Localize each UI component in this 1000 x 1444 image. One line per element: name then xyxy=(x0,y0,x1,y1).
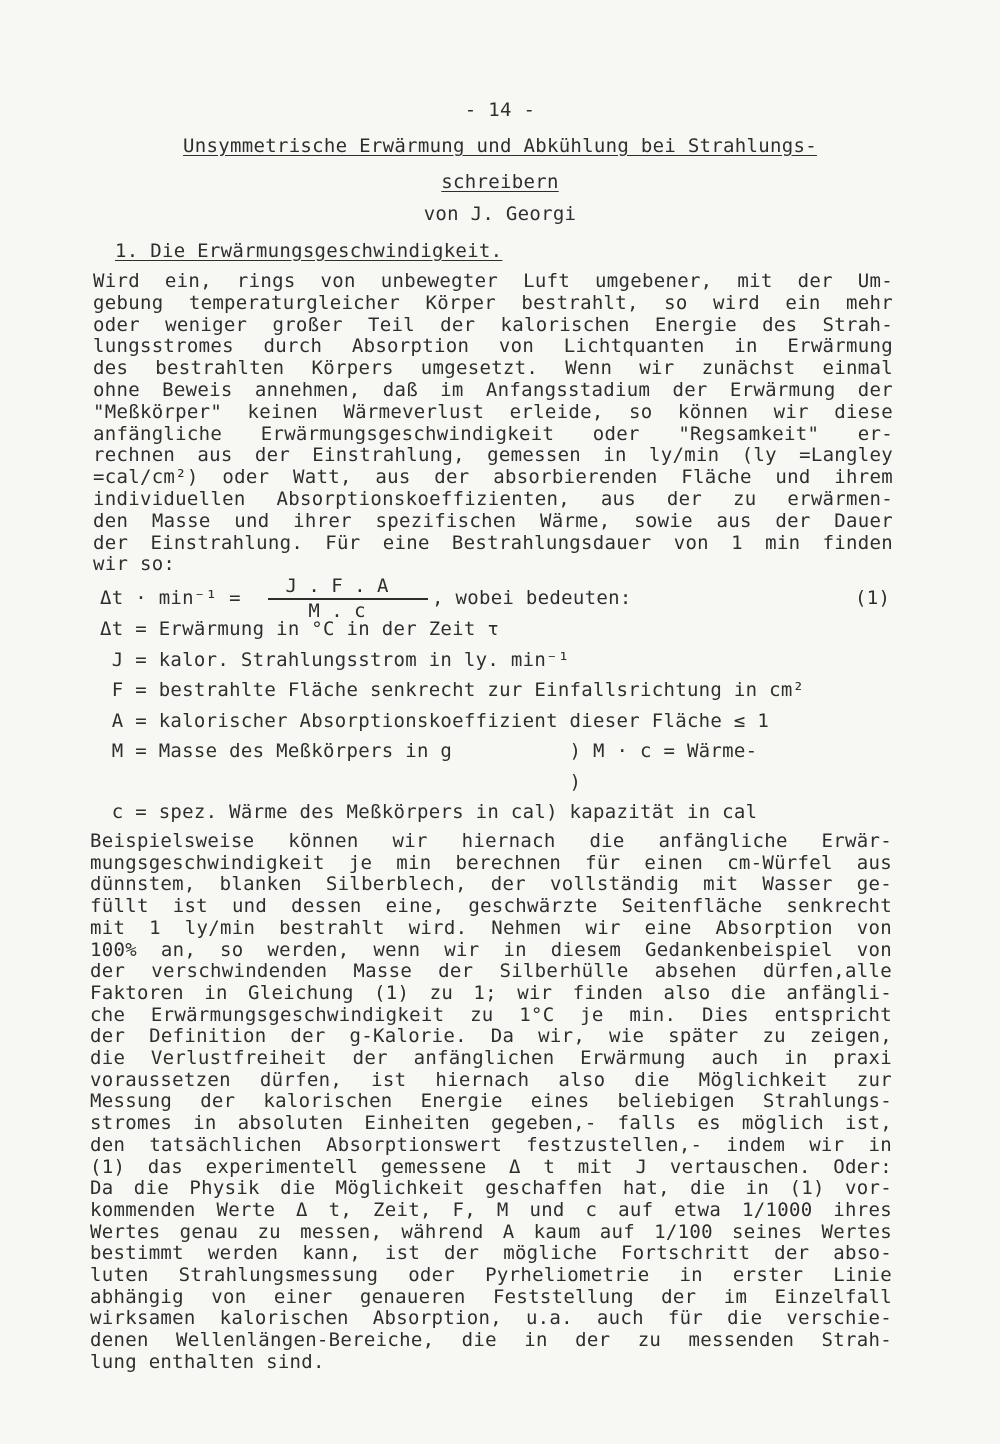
text-line: Da die Physik die Möglichkeit geschaffen hat, die in (1) vor- xyxy=(90,1177,892,1200)
text-line: lung enthalten sind. xyxy=(90,1350,325,1373)
definition-line: M = Masse des Meßkörpers in g ) M · c = Wärme- xyxy=(100,740,758,762)
text-line: =cal/cm²) oder Watt, aus der absorbierenden Fläche und ihrem xyxy=(93,466,893,489)
text-line: ohne Beweis annehmen, daß im Anfangsstadium der Erwärmung der xyxy=(93,379,893,401)
text-line: 100% an, so werden, wenn wir in diesem Gedankenbeispiel von xyxy=(90,938,892,961)
text-line: dünnstem, blanken Silberblech, der vollständig mit Wasser ge- xyxy=(90,873,892,896)
formula-number: (1) xyxy=(855,587,891,609)
text-line: den tatsächlichen Absorptionswert festzustellen,- indem wir in xyxy=(90,1133,892,1156)
text-line: füllt ist und dessen eine, geschwärzte Seitenfläche senkrecht xyxy=(90,895,892,918)
section-heading: 1. Die Erwärmungsgeschwindigkeit. xyxy=(115,240,503,262)
text-line: Faktoren in Gleichung (1) zu 1; wir finden also die anfängli- xyxy=(90,981,892,1004)
text-line: luten Strahlungsmessung oder Pyrheliometrie in erster Linie xyxy=(90,1264,892,1286)
formula-lhs: Δt · min⁻¹ = xyxy=(100,587,241,609)
formula-wobei: , wobei bedeuten: xyxy=(432,587,632,609)
definition-line: F = bestrahlte Fläche senkrecht zur Einfallsrichtung in cm² xyxy=(100,679,805,701)
text-line: die Verlustfreiheit der anfänglichen Erwärmung auch in praxi xyxy=(90,1047,892,1069)
title-line-2: schreibern xyxy=(441,171,559,193)
definition-line: J = kalor. Strahlungsstrom in ly. min⁻¹ xyxy=(100,648,570,671)
definition-line: c = spez. Wärme des Meßkörpers in cal) kapazität in cal xyxy=(100,801,758,823)
text-line: wirksamen kalorischen Absorption, u.a. auch für die verschie- xyxy=(90,1307,892,1330)
text-line: Wird ein, rings von unbewegter Luft umgebener, mit der Um- xyxy=(93,270,893,292)
text-line: Wertes genau zu messen, während A kaum auf 1/100 seines Wertes xyxy=(90,1220,892,1243)
author: von J. Georgi xyxy=(423,203,577,225)
text-line: Messung der kalorischen Energie eines beliebigen Strahlungs- xyxy=(90,1090,892,1113)
text-line: oder weniger großer Teil der kalorischen Energie des Strah- xyxy=(93,313,893,336)
text-line: kommenden Werte Δ t, Zeit, F, M und c auf etwa 1/1000 ihres xyxy=(90,1198,892,1221)
formula-denominator: M . c xyxy=(308,600,366,622)
title-line-1: Unsymmetrische Erwärmung und Abkühlung bei Strahlungs- xyxy=(183,135,817,157)
text-line: gebung temperaturgleicher Körper bestrahlt, so wird ein mehr xyxy=(93,291,893,314)
text-line: mit 1 ly/min bestrahlt wird. Nehmen wir eine Absorption von xyxy=(90,916,892,939)
text-line: voraussetzen dürfen, ist hiernach also die Möglichkeit zur xyxy=(90,1068,892,1091)
text-line: der Einstrahlung. Für eine Bestrahlungsdauer von 1 min finden xyxy=(93,531,893,554)
text-line: abhängig von einer genaueren Feststellung der im Einzelfall xyxy=(90,1285,892,1308)
definition-line: A = kalorischer Absorptionskoeffizient dieser Fläche ≤ 1 xyxy=(100,709,770,732)
text-line: lungsstromes durch Absorption von Lichtquanten in Erwärmung xyxy=(93,335,893,358)
text-line: des bestrahlten Körpers umgesetzt. Wenn wir zunächst einmal xyxy=(93,357,893,380)
definition-line: ) xyxy=(100,770,582,793)
text-line: den Masse und ihrer spezifischen Wärme, sowie aus der Dauer xyxy=(93,509,893,532)
text-line: Beispielsweise können wir hiernach die anfängliche Erwär- xyxy=(90,830,892,852)
text-line: anfängliche Erwärmungsgeschwindigkeit oder "Regsamkeit" er- xyxy=(93,422,893,445)
text-line: stromes in absoluten Einheiten gegeben,- falls es möglich ist, xyxy=(90,1112,892,1135)
text-line: individuellen Absorptionskoeffizienten, aus der zu erwärmen- xyxy=(93,488,893,510)
text-line: "Meßkörper" keinen Wärmeverlust erleide, so können wir diese xyxy=(93,400,893,423)
formula-numerator: J . F . A xyxy=(285,575,389,597)
text-line: (1) das experimentell gemessene Δ t mit J vertauschen. Oder: xyxy=(90,1155,892,1178)
text-line: denen Wellenlängen-Bereiche, die in der zu messenden Strah- xyxy=(90,1329,892,1352)
text-line: bestimmt werden kann, ist der mögliche Fortschritt der abso- xyxy=(90,1242,892,1265)
text-line: rechnen aus der Einstrahlung, gemessen in ly/min (ly =Langley xyxy=(93,444,893,467)
text-line: der Definition der g-Kalorie. Da wir, wie später zu zeigen, xyxy=(90,1025,892,1048)
text-line: der verschwindenden Masse der Silberhülle absehen dürfen,alle xyxy=(90,960,892,983)
definition-line: Δt = Erwärmung in °C in der Zeit τ xyxy=(100,618,500,640)
page-number: - 14 - xyxy=(464,99,536,121)
text-line: che Erwärmungsgeschwindigkeit zu 1°C je min. Dies entspricht xyxy=(90,1003,892,1026)
text-line: wir so: xyxy=(93,553,176,576)
text-line: mungsgeschwindigkeit je min berechnen für einen cm-Würfel aus xyxy=(90,851,892,874)
